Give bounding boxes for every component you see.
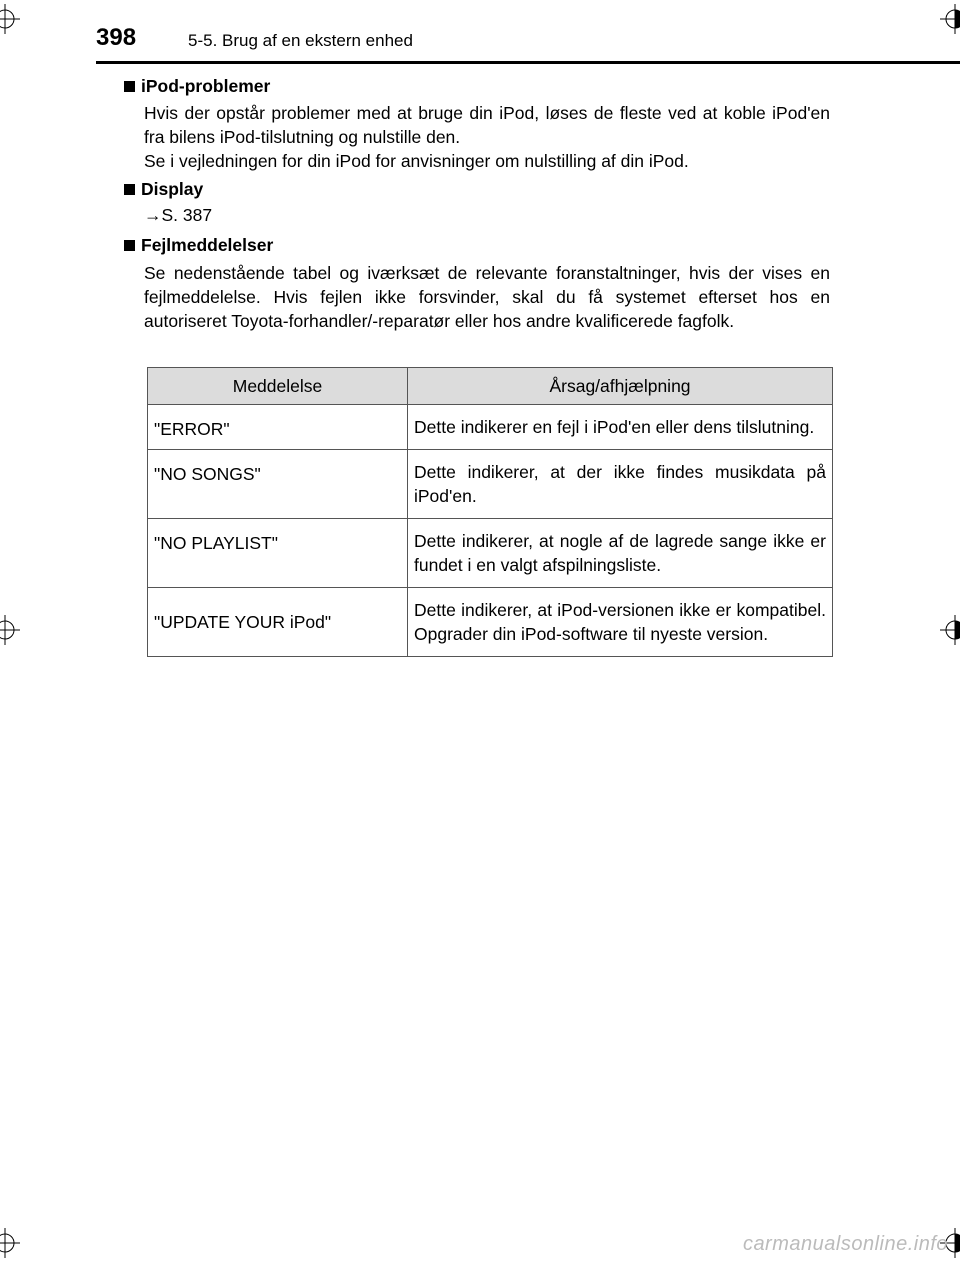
column-header: Meddelelse bbox=[148, 368, 408, 405]
table-header-row bbox=[148, 368, 833, 405]
table-row bbox=[148, 450, 833, 519]
crop-mark-icon bbox=[0, 615, 20, 645]
message-cell: "ERROR" bbox=[148, 405, 408, 450]
page-header bbox=[96, 22, 960, 60]
cause-cell: Dette indikerer, at iPod-versionen ikke er kompatibel. Opgrader din iPod-software til nyeste version. bbox=[408, 588, 833, 657]
table-row bbox=[148, 519, 833, 588]
page-number: 398 bbox=[96, 24, 137, 51]
section-heading bbox=[124, 177, 830, 201]
section-heading bbox=[124, 233, 830, 257]
cause-cell: Dette indikerer, at nogle af de lagrede sange ikke er fundet i en valgt afspilningsliste. bbox=[408, 519, 833, 588]
error-message-table bbox=[147, 367, 833, 657]
table-row bbox=[148, 588, 833, 657]
heading-text: Display bbox=[141, 179, 204, 199]
message-cell: "NO SONGS" bbox=[148, 450, 408, 519]
chapter-title: 5-5. Brug af en ekstern enhed bbox=[188, 31, 413, 50]
message-cell: "UPDATE YOUR iPod" bbox=[148, 588, 408, 657]
cause-cell: Dette indikerer, at der ikke findes musikdata på iPod'en. bbox=[408, 450, 833, 519]
header-divider bbox=[96, 61, 960, 64]
square-bullet-icon bbox=[124, 240, 135, 251]
section-display bbox=[124, 177, 830, 227]
square-bullet-icon bbox=[124, 184, 135, 195]
heading-text: Fejlmeddelelser bbox=[141, 235, 274, 255]
paragraph-line: Se i vejledningen for din iPod for anvisninger om nulstilling af din iPod. bbox=[144, 151, 689, 171]
table-row bbox=[148, 405, 833, 450]
paragraph-text: Se nedenstående tabel og iværksæt de relevante foranstaltninger, hvis der vises en fejlmeddelelse. Hvis fejlen ikke forsvinder, skal du få systemet efterset hos en autoriseret Toyota-forhandler/-reparatør eller hos andre kvalificerede fagfolk. bbox=[144, 263, 830, 331]
crop-mark-icon bbox=[940, 615, 960, 645]
section-error-messages bbox=[124, 233, 830, 333]
paragraph bbox=[144, 101, 830, 173]
page-reference-link[interactable]: →S. 387 bbox=[144, 205, 213, 225]
column-header: Årsag/afhjælpning bbox=[408, 368, 833, 405]
square-bullet-icon bbox=[124, 81, 135, 92]
crop-mark-icon bbox=[0, 1228, 20, 1258]
section-ipod-problems bbox=[124, 74, 830, 173]
paragraph bbox=[144, 261, 830, 333]
crop-mark-icon bbox=[0, 4, 20, 34]
paragraph-line: Hvis der opstår problemer med at bruge din iPod, løses de fleste ved at koble iPod'en fra bilens iPod-tilslutning og nulstille den. bbox=[144, 103, 830, 147]
heading-text: iPod-problemer bbox=[141, 76, 271, 96]
message-cell: "NO PLAYLIST" bbox=[148, 519, 408, 588]
section-heading bbox=[124, 74, 830, 98]
watermark: carmanualsonline.info bbox=[742, 1233, 948, 1255]
cause-cell: Dette indikerer en fejl i iPod'en eller dens tilslutning. bbox=[408, 405, 833, 450]
